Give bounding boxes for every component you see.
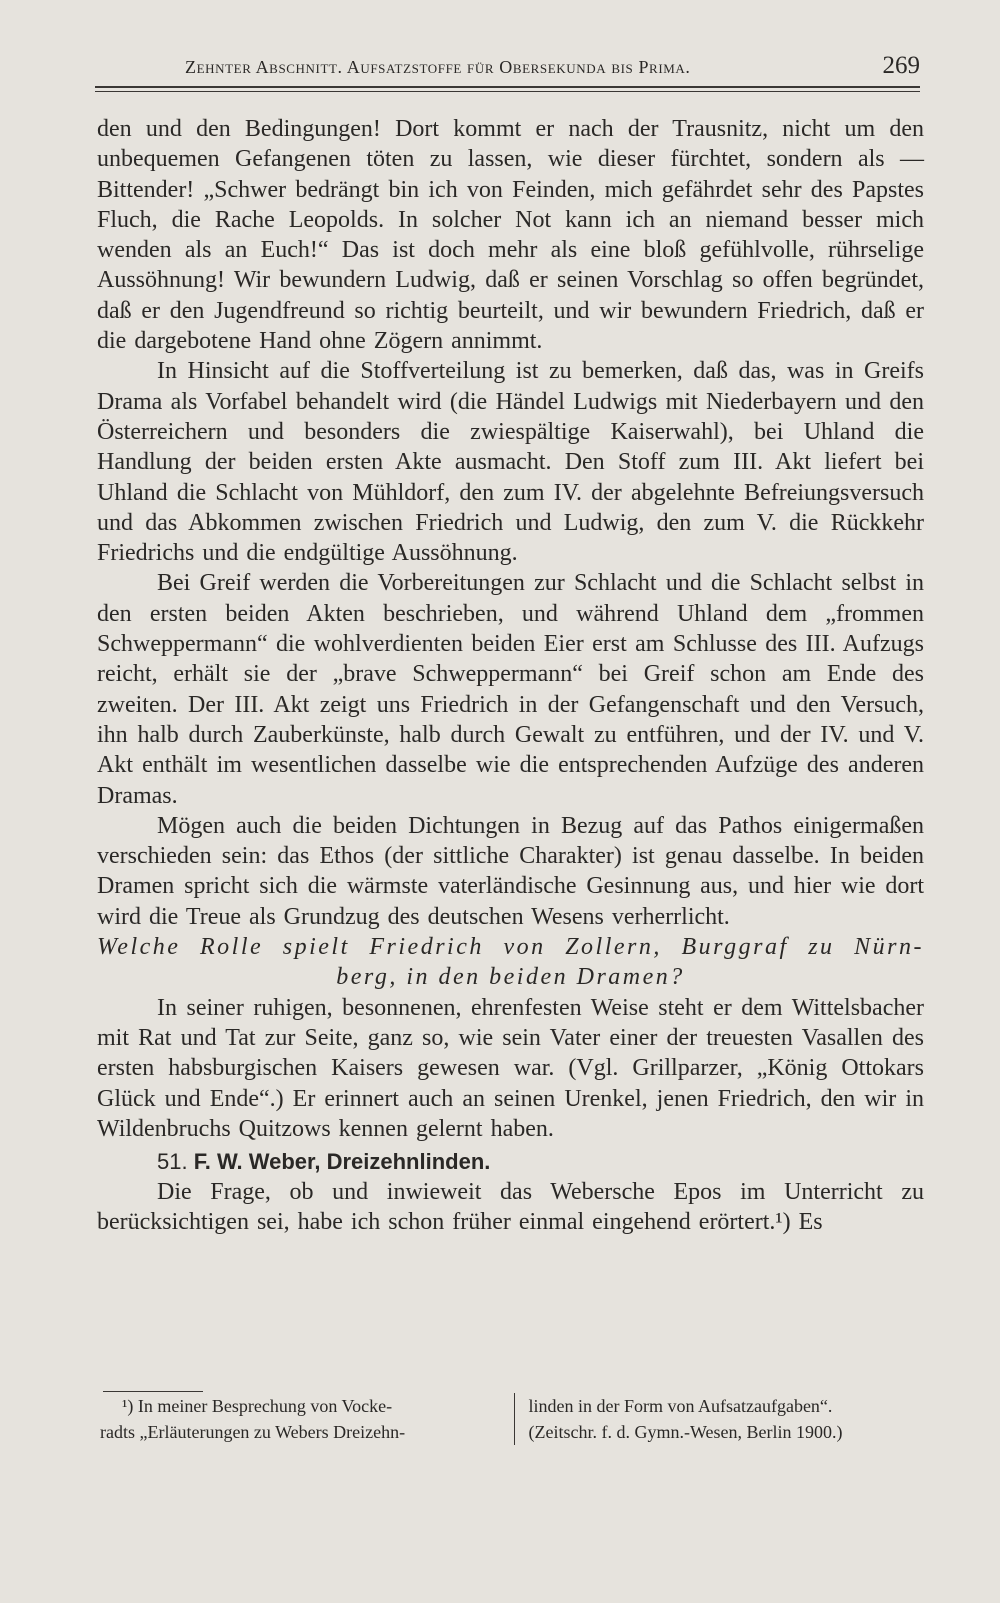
footnote-rule [103,1391,203,1392]
question-heading-line: Welche Rolle spielt Friedrich von Zollern, Burggraf zu Nürn- [97,934,924,961]
footnote-line: ¹) In meiner Besprechung von Vocke- [122,1396,393,1416]
footnote-line: radts „Erläuterungen zu Webers Dreizehn- [100,1422,406,1442]
footnote [100,1393,928,1445]
paragraph: Mögen auch die beiden Dichtungen in Bezug auf das Pathos einigermaßen verschieden sein: das Ethos (der sittliche Charakter) ist genau dasselbe. In beiden Dramen spricht sich die wärmste vaterländische Gesinnung aus, und hier wie dort wird die Treue als Grundzug des deutschen Wesens verherrlicht. [97,812,924,930]
footnote-left-column [100,1393,514,1445]
page-header [95,52,920,92]
section-number: 51. [157,1149,188,1175]
paragraph: Bei Greif werden die Vorbereitungen zur Schlacht und die Schlacht selbst in den ersten beiden Akten beschrieben, und während Uhland dem „frommen Schweppermann“ die wohlverdienten beiden Eier erst am Schlusse des III. Aufzugs reicht, erhält sie der „brave Schweppermann“ bei Greif schon am Ende des zweiten. Der III. Akt zeigt uns Friedrich in der Gefangenschaft und den Versuch, ihn halb durch Zauberkünste, halb durch Gewalt zu entführen, und der IV. und V. Akt enthält im wesentlichen dasselbe wie die entsprechenden Aufzüge des anderen Dramas. [97,570,924,809]
section-heading [97,1146,924,1177]
running-head: Zehnter Abschnitt. Aufsatzstoffe für Obersekunda bis Prima. [185,57,691,77]
body-text [97,114,924,1238]
footnote-right-column [514,1393,929,1445]
footnote-line: (Zeitschr. f. d. Gymn.-Wesen, Berlin 1900.) [528,1422,843,1442]
paragraph: In seiner ruhigen, besonnenen, ehrenfesten Weise steht er dem Wittelsbacher mit Rat und Tat zur Seite, ganz so, wie sein Vater einer der treuesten Vasallen des ersten habsburgischen Kaisers gewesen war. (Vgl. Grillparzer, „König Ottokars Glück und Ende“.) Er erinnert auch an seinen Urenkel, jenen Friedrich, den wir in Wildenbruchs Quitzows kennen gelernt haben. [97,994,924,1142]
header-rule [95,86,920,92]
question-heading [97,932,924,993]
section-title: F. W. Weber, Dreizehnlinden. [193,1149,491,1175]
page-number: 269 [882,52,920,79]
paragraph: Die Frage, ob und inwieweit das Webersche Epos im Unterricht zu berücksichtigen sei, habe ich schon früher einmal eingehend erörtert.¹) Es [97,1179,924,1236]
paragraph: In Hinsicht auf die Stoffverteilung ist zu bemerken, daß das, was in Greifs Drama als Vorfabel behandelt wird (die Händel Ludwigs mit Niederbayern und den Österreichern und besonders die zwiespältige Kaiserwahl), bei Uhland die Handlung der beiden ersten Akte ausmacht. Den Stoff zum III. Akt liefert bei Uhland die Schlacht von Mühldorf, den zum IV. der abgelehnte Befreiungsversuch und das Abkommen zwischen Friedrich und Ludwig, den zum V. die Rückkehr Friedrichs und die endgültige Aussöhnung. [97,358,924,567]
paragraph: den und den Bedingungen! Dort kommt er nach der Trausnitz, nicht um den unbequemen Gefangenen töten zu lassen, wie dieser fürchtet, sondern als — Bittender! „Schwer bedrängt bin ich von Feinden, mich gefährdet sehr des Papstes Fluch, die Rache Leopolds. In solcher Not kann ich an niemand besser mich wenden als an Euch!“ Das ist doch mehr als eine bloß gefühlvolle, rührselige Aussöhnung! Wir bewundern Ludwig, daß er seinen Vorschlag so offen begründet, daß er den Jugendfreund so richtig beurteilt, und wir bewundern Friedrich, daß er die dargebotene Hand ohne Zögern annimmt. [97,116,924,355]
footnote-line: linden in der Form von Aufsatzaufgaben“. [528,1396,833,1416]
question-heading-line: berg, in den beiden Dramen? [336,964,685,991]
header-line [95,52,920,80]
